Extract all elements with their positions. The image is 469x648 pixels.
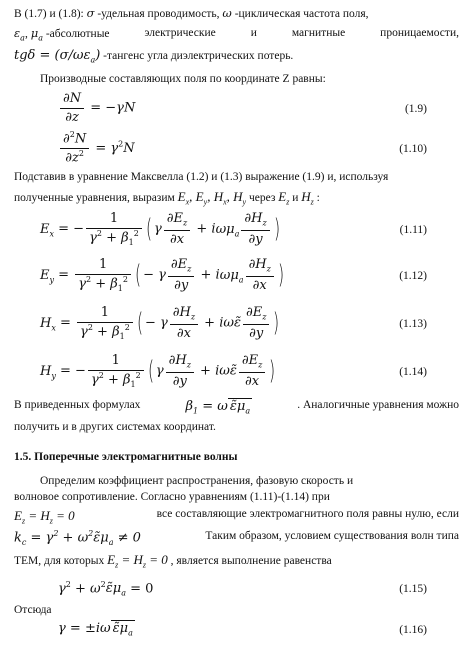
section-title: 1.5. Поперечные электромагнитные волны [14,451,238,463]
equation-1-14: $H_y$ = − $\frac{1}{\gamma^2 + \beta_1^2}$ ( γ $\frac{\partial H_z}{\partial y}$ + iωε̃ $\frac{\partial E_z}{\partial x}$ ) [40,353,276,389]
text: полученные уравнения, выразим [14,191,175,204]
equation-number: (1.9) [404,103,427,115]
text: получить и в других системах координат. [14,421,216,434]
equation-number: (1.14) [399,366,427,378]
text: В (1.7) и (1.8): [14,8,84,20]
paragraph-definitions: В (1.7) и (1.8): σ -удельная проводимость, ω -циклическая частота поля, $\varepsilon_a$, $\mu_a$ -абсолютные электрические и магнитные проницаемости, $tg\delta = (\sigma/\omega\varepsilon_a)$ -тангенс угла диэлектрических потерь. [14,6,459,65]
text: В приведенных формулах [14,399,141,411]
text: TEM, для которых [14,555,105,568]
equation-1-13: $H_x$ = $\frac{1}{\gamma^2 + \beta_1^2}$ ( − γ $\frac{\partial H_z}{\partial x}$ + iωε̃ $\frac{\partial E_z}{\partial y}$ ) [40,305,280,341]
text: магнитные [291,26,346,39]
equation-number: (1.10) [399,143,427,155]
text: -удельная проводимость, [97,8,220,20]
text: электрические [144,26,216,39]
text: -циклическая частота поля, [234,8,369,20]
equation-number: (1.16) [399,624,427,636]
paragraph-derivatives: Производные составляющих поля по координате Z равны: [40,73,326,85]
text: все составляющие электромагнитного поля равны нулю, если [156,508,459,521]
equation-1-12: $E_y$ = $\frac{1}{\gamma^2 + \beta_1^2}$ ( − γ $\frac{\partial E_z}{\partial y}$ + iωμ$_a$ $\frac{\partial H_z}{\partial x}$ ) [40,257,284,293]
text: через [248,191,276,204]
text: , является выполнение равенства [170,555,332,568]
word-otsyuda: Отсюда [14,604,52,616]
text: Определим коэффициент распространения, фазовую скорость и [40,475,354,487]
text: и [292,191,299,204]
equation-number: (1.11) [399,224,427,236]
text: -абсолютные [45,27,110,40]
text: . Аналогичные уравнения можно [297,399,459,411]
equation-1-9: $\frac{\partial N}{\partial z}$ = −γN [58,90,135,126]
equation-1-16: γ = ±iω $\varepsiloñ\mu_a$ [58,621,133,638]
equation-number: (1.13) [399,318,427,330]
paragraph-substitution: Подставив в уравнение Максвелла (1.2) и (1.3) выражение (1.9) и, используя полученные уравнения, выразим $E_x$, $E_y$, $H_x$, $H_y$ через $E_z$ и $H_z$ : [14,170,459,208]
text: и [250,26,257,39]
text: проницаемости, [380,26,459,39]
equation-1-15: $\gamma^2$ + $\omega^2\varepsiloñ\mu_a = 0$ [58,580,154,598]
text: -тангенс угла диэлектрических потерь. [103,49,294,62]
text: Подставив в уравнение Максвелла (1.2) и (1.3) выражение (1.9) и, используя [14,171,389,183]
equation-1-11: $E_x$ = − $\frac{1}{\gamma^2 + \beta_1^2}$ ( γ $\frac{\partial E_z}{\partial x}$ + iωμ$_a$ $\frac{\partial H_z}{\partial y}$ ) [40,211,280,247]
paragraph-tem: Определим коэффициент распространения, фазовую скорость и волновое сопротивление. Согласно уравнениям (1.11)-(1.14) при $E_z = H_z = 0$ все составляющие электромагнитного поля равны нулю, если $k_c = \gamma^2$ + $\omega^2\varepsiloñ\mu_a \ne 0$ Таким образом, условием существования волн типа TEM, для которых $E_z = H_z = 0$ , является выполнение равенства [14,475,459,570]
equation-1-10: $\frac{\partial^2N}{\partial z^2}$ = $\gamma^2N$ [58,130,135,167]
equation-number: (1.12) [399,270,427,282]
text: Таким образом, условием существования волн типа [205,530,459,543]
paragraph-remark: В приведенных формулах $\beta_1 = \omega$ $\varepsiloñ\mu_a$ . Аналогичные уравнения можно получить и в других системах координат. [14,398,459,436]
equation-number: (1.15) [399,583,427,595]
text: волновое сопротивление. Согласно уравнениям (1.11)-(1.14) при [14,490,330,503]
